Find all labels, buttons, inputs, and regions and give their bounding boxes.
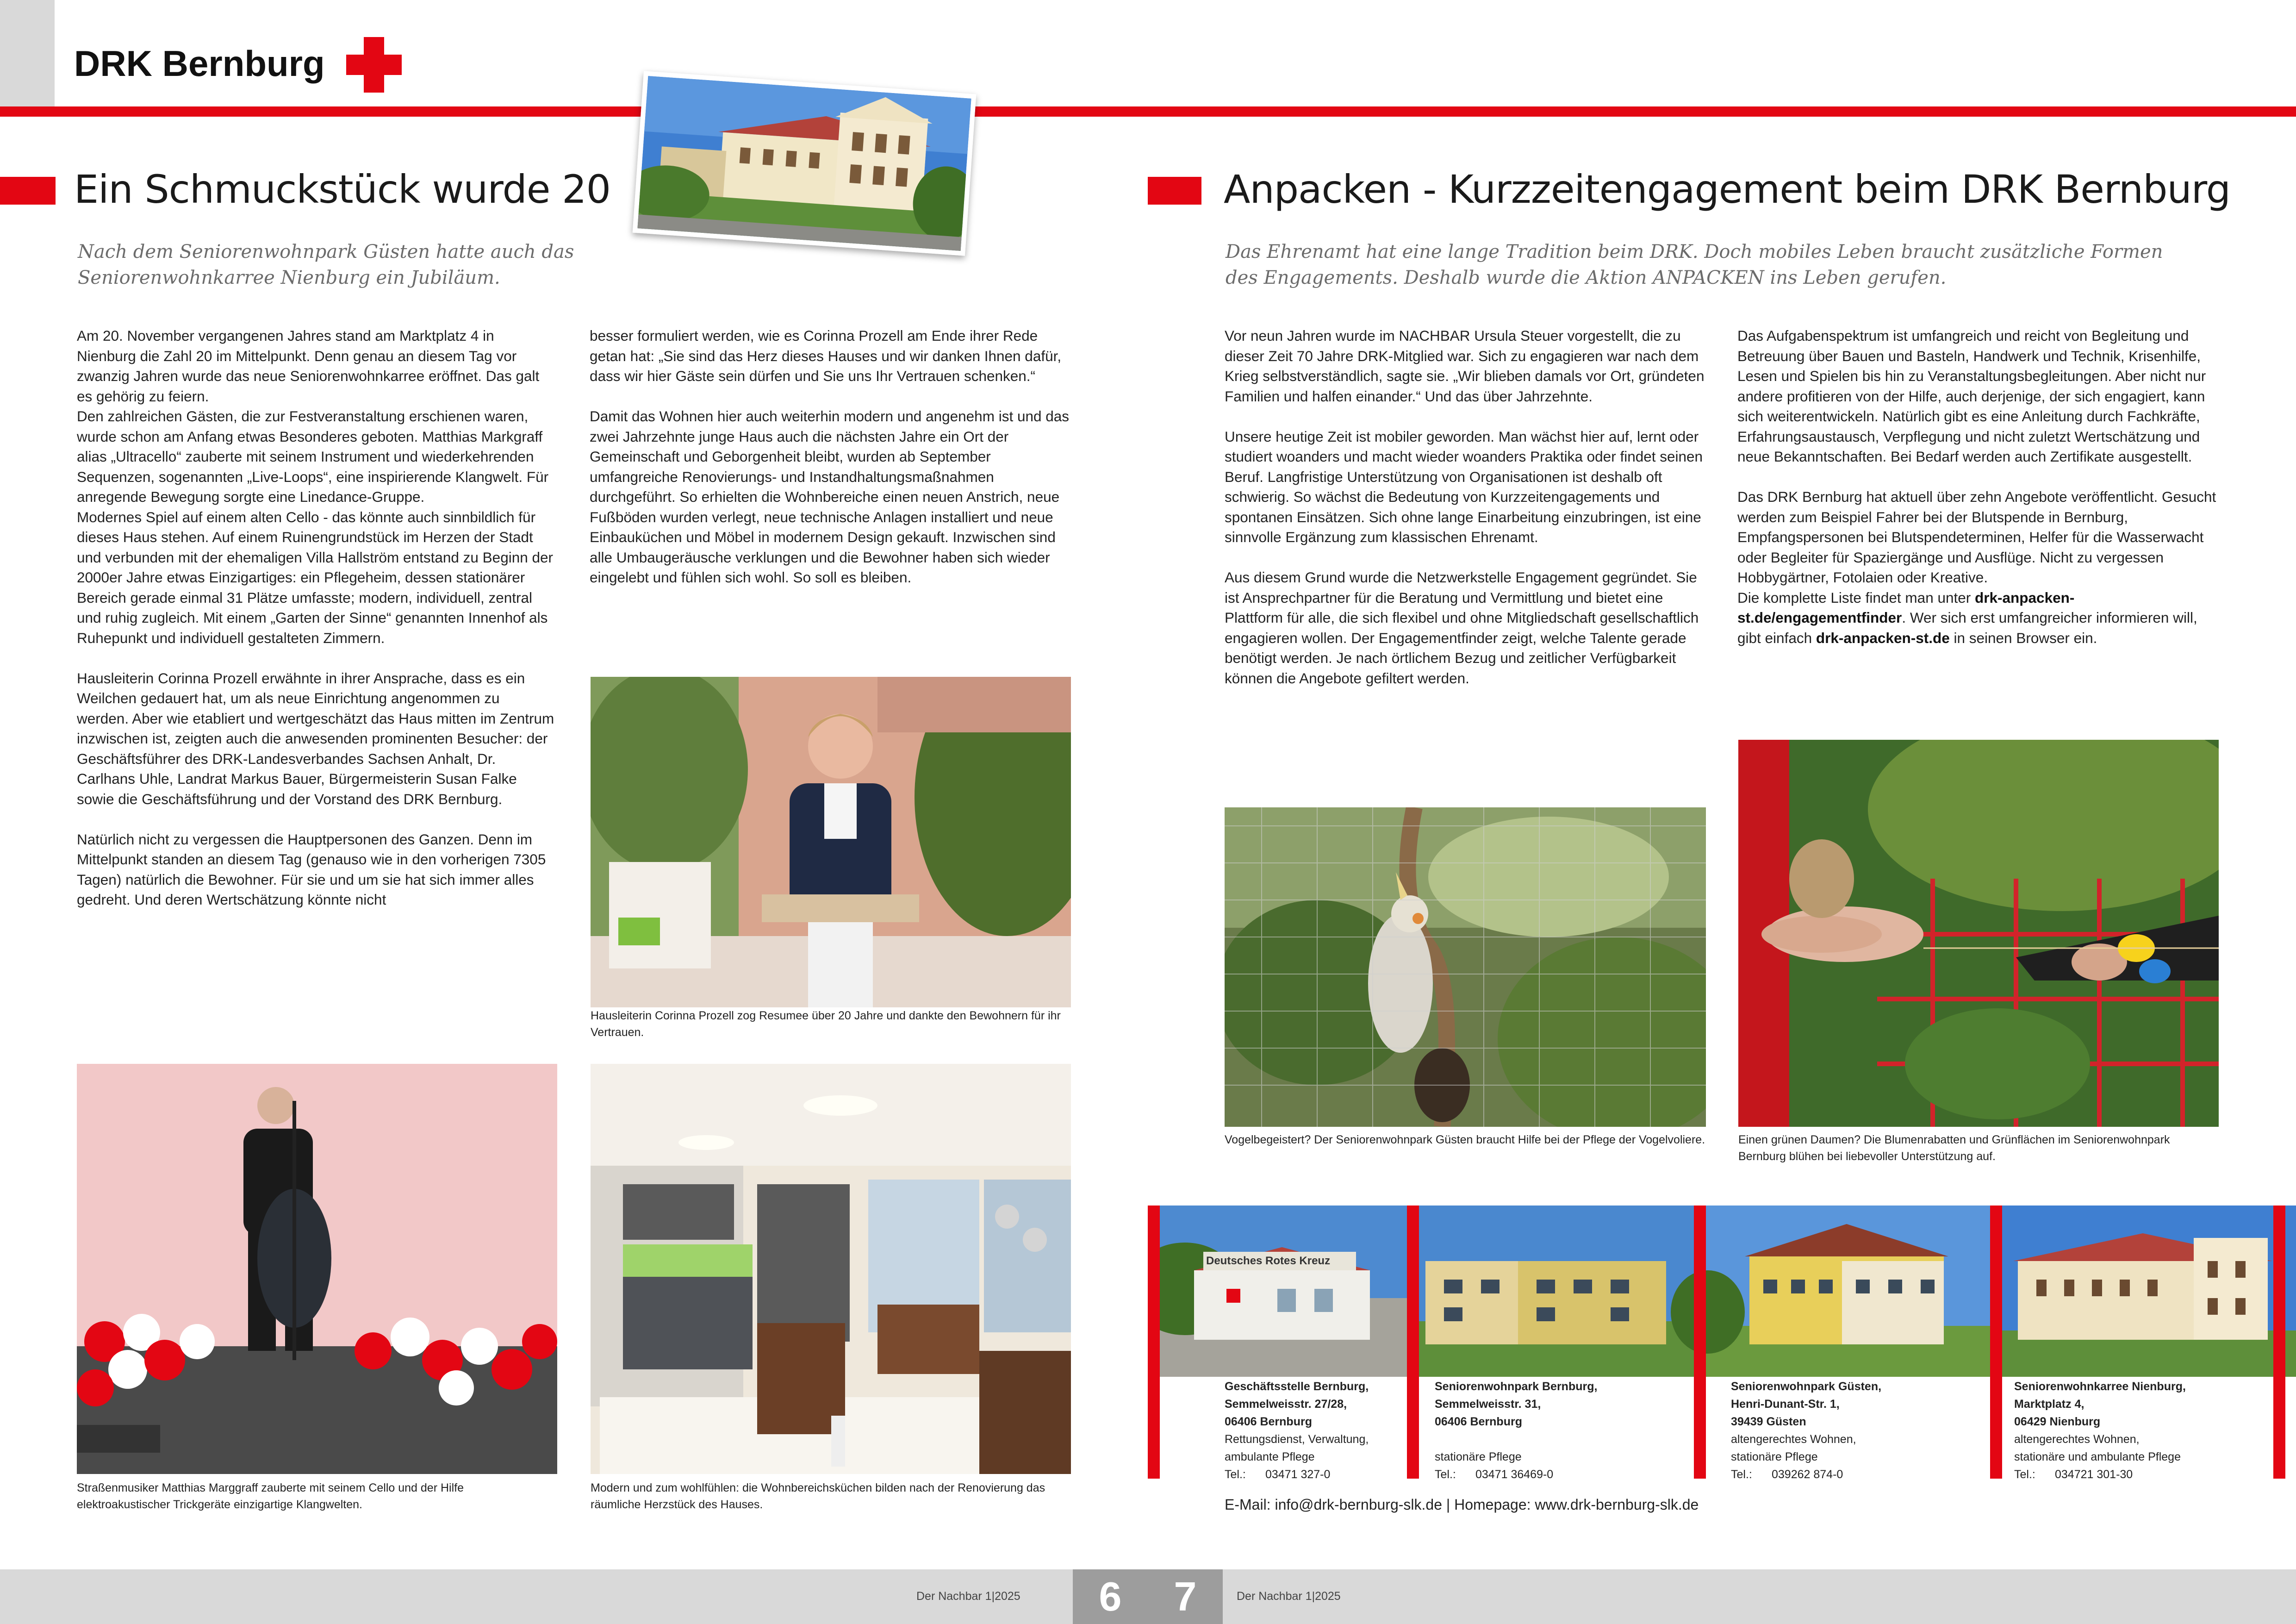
address-nienburg: Seniorenwohnkarree Nienburg, Marktplatz 4, 06429 Nienburg altengerechtes Wohnen, stationäre und ambulante Pflege Tel.: 034721 301-30 xyxy=(2014,1378,2273,1483)
footer-right-text: Der Nachbar 1|2025 xyxy=(1237,1590,1341,1603)
right-lead: Das Ehrenamt hat eine lange Tradition beim DRK. Doch mobiles Leben braucht zusätzliche Formen des Engagements. Deshalb wurde die Aktion ANPACKEN ins Leben gerufen. xyxy=(1226,241,2163,288)
left-column-1 xyxy=(77,326,554,910)
address-guesten: Seniorenwohnpark Güsten, Henri-Dunant-Str. 1, 39439 Güsten altengerechtes Wohnen, stationäre Pflege Tel.: 039262 874-0 xyxy=(1731,1378,1981,1483)
caption-cello: Straßenmusiker Matthias Marggraff zauberte mit seinem Cello und der Hilfe elektroakustischer Trickgeräte einzigartige Klangwelten. xyxy=(77,1481,464,1511)
right-col1-para-2: Unsere heutige Zeit ist mobiler geworden. Man wächst hier auf, lernt oder studiert woanders und macht wieder woanders Praktika oder findet seinen Beruf. Langfristige Unterstützung von Organisationen ist deshalb oft schwierig. So wächst die Bedeutung von Kurzzeitengagements und spontanen Einsätzen. Sich ohne lange Einarbeitung einzubringen, ist eine sinnvolle Ergänzung zum klassischen Ehrenamt. xyxy=(1225,428,1703,545)
address-separator-3 xyxy=(1694,1206,1706,1479)
contact-line[interactable]: E-Mail: info@drk-bernburg-slk.de | Homepage: www.drk-bernburg-slk.de xyxy=(1225,1496,1699,1513)
left-col1-para-1: Am 20. November vergangenen Jahres stand am Marktplatz 4 in Nienburg die Zahl 20 im Mittelpunkt. Denn genau an diesem Tag vor zwanzig Jahren wurde das neue Seniorenwohnkarree eröffnet. Das galt es gehörig zu feiern. xyxy=(77,327,540,405)
facility-photo-nienburg xyxy=(1990,1206,2296,1377)
right-headline: Anpacken - Kurzzeitengagement beim DRK Bernburg xyxy=(1224,167,2231,212)
address-separator-4 xyxy=(1990,1206,2002,1479)
left-headline-marker xyxy=(0,177,56,205)
right-col1-para-3: Aus diesem Grund wurde die Netzwerkstelle Engagement gegründet. Sie ist Ansprechpartner für die Beratung und Vermittlung und bietet eine Plattform für alle, die sich flexibel und ohne Mitgliedschaft gesellschaftlich engagieren wollen. Der Engagementfinder zeigt, welche Talente gerade benötigt werden. Je nach örtlichem Bezug und zeitlicher Verfügbarkeit können die Angebote gefiltert werden. xyxy=(1225,569,1699,687)
garden-photo xyxy=(1738,740,2219,1127)
facility-photo-strip xyxy=(1148,1206,2296,1377)
page-number-left: 6 xyxy=(1073,1569,1148,1624)
top-red-line xyxy=(0,106,2296,117)
footer-left-text: Der Nachbar 1|2025 xyxy=(916,1590,1020,1603)
right-headline-marker xyxy=(1148,177,1201,205)
address-separator-1 xyxy=(1148,1206,1160,1479)
drk-building-sign: Deutsches Rotes Kreuz xyxy=(1206,1255,1331,1267)
caption-bird: Vogelbegeistert? Der Seniorenwohnpark Güsten braucht Hilfe bei der Pflege der Vogelvoliere. xyxy=(1225,1133,1705,1146)
address-separator-5 xyxy=(2273,1206,2285,1479)
brand-name: DRK Bernburg xyxy=(74,43,325,84)
left-col1-para-3: Modernes Spiel auf einem alten Cello - das könnte auch sinnbildlich für dieses Haus stehen. Auf einem Ruinengrundstück im Herzen der Stadt und verbunden mit der ehemaligen Villa Hallström entstand zu Beginn der 2000er Jahre etwas Einzigartiges: ein Pflegeheim, dessen stationärer Bereich gerade einmal 31 Plätze umfasste; modern, individuell, zentral und ruhig zugleich. Mit einem „Garten der Sinne“ genannten Innenhof als Ruhepunkt und individuell gestalteten Zimmern. xyxy=(77,508,554,646)
left-col2-para-2: Damit das Wohnen hier auch weiterhin modern und angenehm ist und das zwei Jahrzehnte junge Haus auch die nächsten Jahre ein Ort der Gemeinschaft und Geborgenheit bleibt, wurden ab September umfangreiche Renovierungs- und Instandhaltungsmaßnahmen durchgeführt. So erhielten die Wohnbereiche einen neuen Anstrich, neue Fußböden wurden verlegt, neue technische Anlagen installiert und neue Einbauküchen und Möbel in modernem Design gekauft. Inzwischen sind alle Umbaugeräusche verklungen und die Bewohner haben sich wieder eingelebt und fühlen sich wohl. So soll es bleiben. xyxy=(590,408,1070,586)
right-col1-para-1: Vor neun Jahren wurde im NACHBAR Ursula Steuer vorgestellt, die zu dieser Zeit 70 Jahre DRK-Mitglied war. Sich zu engagieren war nach dem Krieg selbstverständlich, sagte sie. „Wir blieben damals vor Ort, gründeten Familien und halfen einander.“ Und das über Jahrzehnte. xyxy=(1225,327,1705,405)
right-col2-para-2: Das DRK Bernburg hat aktuell über zehn Angebote veröffentlicht. Gesucht werden zum Beispiel Fahrer bei der Blutspende in Bernburg, Empfangspersonen bei Blutspendeterminen, Helfer für die Wasserwacht oder Begleiter für Spaziergänge und Ausflüge. Nicht zu vergessen Hobbygärtner, Fotolaien oder Kreative. xyxy=(1737,488,2216,586)
speaker-photo xyxy=(591,677,1071,1007)
cello-photo xyxy=(77,1064,557,1474)
top-left-gray-bar xyxy=(0,0,55,106)
left-column-2 xyxy=(590,326,1071,588)
tel-bernburg[interactable]: 03471 36469-0 xyxy=(1475,1468,1554,1481)
caption-speaker: Hausleiterin Corinna Prozell zog Resumee über 20 Jahre und dankte den Bewohnern für ihr Vertrauen. xyxy=(591,1009,1061,1039)
left-col1-para-4: Hausleiterin Corinna Prozell erwähnte in ihrer Ansprache, dass es ein Weilchen gedauert hat, um als neue Einrichtung angenommen zu werden. Aber wie etabliert und wertgeschätzt das Haus mitten im Zentrum inzwischen ist, zeigten auch die anwesenden prominenten Besucher: der Geschäftsführer des DRK-Landesverbandes Sachsen Anhalt, Dr. Carlhans Uhle, Landrat Markus Bauer, Bürgermeisterin Susan Falke sowie die Geschäftsführung und der Vorstand des DRK Bernburg. xyxy=(77,669,554,807)
left-col1-para-2: Den zahlreichen Gästen, die zur Festveranstaltung erschienen waren, wurde schon am Anfang etwas Besonderes geboten. Matthias Markgraff alias „Ultracello“ zauberte mit seinem Instrument und wiederkehrenden Sequenzen, sogenannten „Live-Loops“, eine inspirierende Klangwelt. Für anregende Bewegung sorgte eine Linedance-Gruppe. xyxy=(77,408,549,505)
anpacken-link[interactable]: drk-anpacken-st.de xyxy=(1816,629,1950,646)
facility-photo-guesten xyxy=(1671,1206,1990,1377)
address-geschaeftsstelle: Geschäftsstelle Bernburg, Semmelweisstr. 27/28, 06406 Bernburg Rettungsdienst, Verwaltung, ambulante Pflege Tel.: 03471 327-0 xyxy=(1225,1378,1400,1483)
right-column-2 xyxy=(1737,326,2219,648)
facility-photo-bernburg xyxy=(1407,1206,1694,1377)
tel-nienburg[interactable]: 034721 301-30 xyxy=(2055,1468,2133,1481)
page-number-right: 7 xyxy=(1148,1569,1223,1624)
right-col2-para-1: Das Aufgabenspektrum ist umfangreich und reicht von Begleitung und Betreuung über Bauen und Basteln, Handwerk und Technik, Krisenhilfe, Lesen und Spielen bis hin zu Veranstaltungsbegleitungen. Aber nicht nur andere profitieren von der Hilfe, auch derjenige, der sich engagiert, kann sich weiterentwickeln. Natürlich gibt es eine Anleitung durch Fachkräfte, Erfahrungsaustausch, Verpflegung und nicht zuletzt Wertschätzung und neue Bekanntschaften. Bei Bedarf werden auch Zertifikate ausgestellt. xyxy=(1737,327,2206,465)
left-col2-para-1: besser formuliert werden, wie es Corinna Prozell am Ende ihrer Rede getan hat: „Sie sind das Herz dieses Hauses und wir danken Ihnen dafür, dass wir hier Gäste sein dürfen und Sie uns Ihr Vertrauen schenken.“ xyxy=(590,327,1062,384)
caption-garden: Einen grünen Daumen? Die Blumenrabatten und Grünflächen im Seniorenwohnpark Bernburg blühen bei liebevoller Unterstützung auf. xyxy=(1738,1133,2170,1163)
villa-photo xyxy=(633,71,977,256)
kitchen-photo xyxy=(591,1064,1071,1474)
bird-photo xyxy=(1225,807,1706,1127)
facility-photo-geschaeftsstelle xyxy=(1148,1206,1407,1377)
left-col1-para-5: Natürlich nicht zu vergessen die Hauptpersonen des Ganzen. Denn im Mittelpunkt standen an diesem Tag (genauso wie in den vorherigen 7305 Tagen) natürlich die Bewohner. Für sie und um sie hat sich immer alles gedreht. Und deren Wertschätzung könnte nicht xyxy=(77,831,546,908)
address-bernburg: Seniorenwohnpark Bernburg, Semmelweisstr. 31, 06406 Bernburg stationäre Pflege Tel.: 03471 36469-0 xyxy=(1435,1378,1685,1483)
right-column-1 xyxy=(1225,326,1706,688)
left-lead: Nach dem Seniorenwohnpark Güsten hatte auch das Seniorenwohnkarree Nienburg ein Jubiläum. xyxy=(78,241,574,288)
red-cross-logo xyxy=(346,37,402,93)
engagementfinder-link[interactable]: drk-anpacken-st.de/engagementfinder xyxy=(1737,589,2075,626)
address-separator-2 xyxy=(1407,1206,1419,1479)
right-col2-para-3: Die komplette Liste findet man unter drk-anpacken-st.de/engagementfinder. Wer sich erst umfangreicher informieren will, gibt einfach drk-anpacken-st.de in seinen Browser ein. xyxy=(1737,589,2197,646)
tel-geschaeftsstelle[interactable]: 03471 327-0 xyxy=(1265,1468,1331,1481)
tel-guesten[interactable]: 039262 874-0 xyxy=(1772,1468,1843,1481)
caption-kitchen: Modern und zum wohlfühlen: die Wohnbereichsküchen bilden nach der Renovierung das räumliche Herzstück des Hauses. xyxy=(591,1481,1045,1511)
left-headline: Ein Schmuckstück wurde 20 xyxy=(74,167,611,212)
